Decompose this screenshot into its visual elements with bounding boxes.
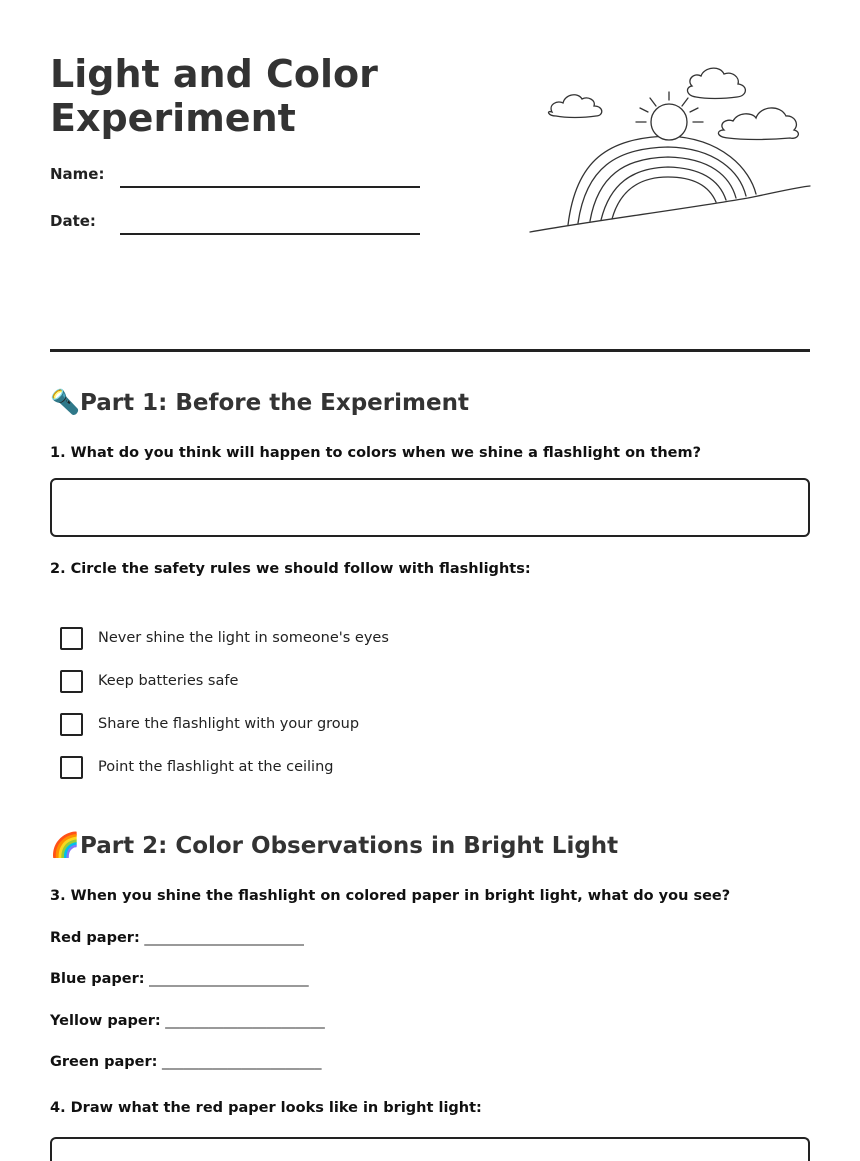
observation-blank[interactable]: ______________________	[165, 1013, 325, 1029]
question-1: 1. What do you think will happen to colors when we shine a flashlight on them?	[50, 445, 702, 461]
safety-rule-item[interactable]	[60, 755, 333, 779]
drawing-box[interactable]	[50, 1137, 810, 1161]
observation-blank[interactable]: ______________________	[162, 1054, 322, 1070]
rainbow-illustration	[528, 60, 812, 238]
header-divider	[50, 349, 810, 352]
worksheet-title: Light and Color Experiment	[50, 52, 378, 140]
question-3: 3. When you shine the flashlight on colored paper in bright light, what do you see?	[50, 888, 731, 904]
safety-rule-checkbox[interactable]	[60, 627, 83, 650]
safety-rule-checkbox[interactable]	[60, 756, 83, 779]
observation-label: Blue paper:	[50, 971, 145, 987]
date-label: Date:	[50, 212, 96, 230]
part1-heading	[50, 388, 469, 416]
observation-red[interactable]	[50, 930, 304, 946]
part2-heading	[50, 831, 618, 859]
safety-rule-label: Never shine the light in someone's eyes	[98, 630, 389, 646]
observation-green[interactable]	[50, 1054, 322, 1070]
safety-rule-checkbox[interactable]	[60, 713, 83, 736]
question-2: 2. Circle the safety rules we should follow with flashlights:	[50, 561, 531, 577]
question-4: 4. Draw what the red paper looks like in bright light:	[50, 1100, 482, 1116]
name-label: Name:	[50, 165, 105, 183]
observation-label: Red paper:	[50, 930, 140, 946]
safety-rule-checkbox[interactable]	[60, 670, 83, 693]
observation-blank[interactable]: ______________________	[144, 930, 304, 946]
observation-label: Yellow paper:	[50, 1013, 161, 1029]
name-field[interactable]	[120, 186, 420, 188]
observation-blank[interactable]: ______________________	[149, 971, 309, 987]
observation-yellow[interactable]	[50, 1013, 325, 1029]
rainbow-icon: 🌈	[50, 831, 80, 859]
part1-title: Part 1: Before the Experiment	[80, 390, 469, 416]
part2-title: Part 2: Color Observations in Bright Light	[80, 833, 619, 859]
flashlight-icon: 🔦	[50, 388, 80, 416]
question-1-answer-box[interactable]	[50, 478, 810, 537]
safety-rule-item[interactable]	[60, 712, 359, 736]
date-field[interactable]	[120, 233, 420, 235]
observation-label: Green paper:	[50, 1054, 158, 1070]
safety-rule-item[interactable]	[60, 669, 238, 693]
safety-rule-label: Share the flashlight with your group	[98, 716, 360, 732]
safety-rule-item[interactable]	[60, 626, 389, 650]
safety-rule-label: Point the flashlight at the ceiling	[98, 759, 334, 775]
safety-rule-label: Keep batteries safe	[98, 673, 239, 689]
observation-blue[interactable]	[50, 971, 309, 987]
